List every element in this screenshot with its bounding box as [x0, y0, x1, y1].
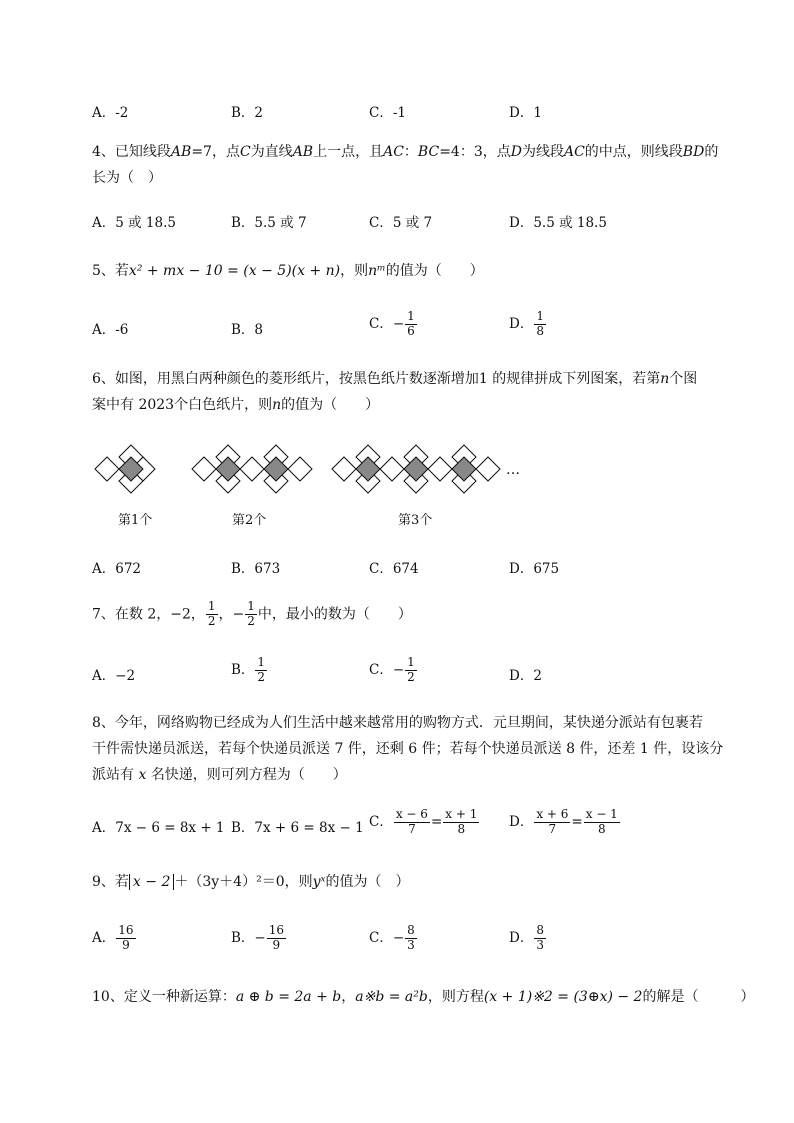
q4-stem-line2: 长为（ ） — [92, 170, 162, 186]
q10-op1: a ⊕ b = 2a + b — [235, 989, 342, 1005]
q8-stem-line1: 8、今年，网络购物已经成为人们生活中越来越常用的购物方式．元旦期间，某快递分派站有包裹若 — [92, 715, 703, 731]
q10-equation: (x + 1)※2 = (3⊕x) − 2 — [483, 989, 643, 1005]
figure-label-3: 第3个 — [398, 513, 433, 528]
q7-option-a: A．−2 — [92, 668, 136, 684]
q4-option-c: C．5 或 7 — [369, 215, 433, 231]
figure-ellipsis: … — [506, 462, 520, 478]
rhombus-pattern-figure — [90, 436, 530, 502]
q8-option-b: B．7x + 6 = 8x − 1 — [231, 820, 364, 836]
q5-stem: 5、若x² + mx − 10 = (x − 5)(x + n)，则nᵐ的值为（ ） — [92, 263, 484, 279]
q9-option-a: A． $\frac{16}{9}$ — [92, 923, 134, 952]
q5-power: nᵐ — [368, 263, 386, 279]
q4-option-a: A．5 或 18.5 — [92, 215, 176, 231]
q10-stem: 10、定义一种新运算：a ⊕ b = 2a + b，a※b = a²b，则方程(x + 1)※2 = (3⊕x) − 2的解是（ ） — [92, 989, 755, 1005]
q5-equation: x² + mx − 10 = (x − 5)(x + n) — [128, 263, 341, 279]
q7-option-b: B． $\frac{1}{2}$ — [231, 655, 266, 684]
figure-label-2: 第2个 — [232, 513, 267, 528]
q5-option-a: A．-6 — [92, 322, 129, 338]
q8-option-c: C． $\frac{x - 6}{7}$ = $\frac{x + 1}{8}$ — [369, 807, 478, 836]
q6-option-b: B．673 — [231, 561, 281, 577]
absolute-value: x − 2 — [129, 874, 174, 890]
q7-stem: 7、在数 2，−2， $\frac{1}{2}$ ，− $\frac{1}{2}$ 中，最小的数为（ ） — [92, 599, 412, 628]
q8-stem-line2: 干件需快递员派送，若每个快递员派送 7 件，还剩 6 件；若每个快递员派送 8 件，还差 1 件，设该分 — [92, 741, 724, 757]
q7-option-d: D．2 — [509, 668, 542, 684]
q4-stem: 4、已知线段AB=7，点C为直线AB上一点，且AC：BC=4：3，点D为线段AC的中点，则线段BD的 — [92, 144, 719, 160]
q6-option-a: A．672 — [92, 561, 142, 577]
q6-stem: 6、如图，用黑白两种颜色的菱形纸片，按黑色纸片数逐渐增加1 的规律拼成下列图案，若第n个图 — [92, 371, 698, 387]
q8-option-d: D． $\frac{x + 6}{7}$ = $\frac{x - 1}{8}$ — [509, 807, 618, 836]
q9-option-b: B．− $\frac{16}{9}$ — [231, 923, 285, 952]
q3-option-c: C．-1 — [369, 105, 406, 121]
q9-stem: 9、若 x − 2 ＋（3y＋4）²＝0，则yˣ的值为（ ） — [92, 874, 410, 890]
q5-option-d: D． $\frac{1}{8}$ — [509, 309, 544, 338]
q9-option-c: C．− $\frac{8}{3}$ — [369, 923, 415, 952]
q10-op2: a※b = a²b — [355, 989, 428, 1005]
q5-option-c: C．− $\frac{1}{6}$ — [369, 309, 415, 338]
q8-stem-line3: 派站有 x 名快递，则可列方程为（ ） — [92, 767, 347, 783]
q8-option-a: A．7x − 6 = 8x + 1 — [92, 820, 225, 836]
q6-option-d: D．675 — [509, 561, 560, 577]
q5-option-b: B．8 — [231, 322, 264, 338]
q3-option-a: A．-2 — [92, 105, 129, 121]
q7-option-c: C．− $\frac{1}{2}$ — [369, 655, 415, 684]
q3-option-d: D．1 — [509, 105, 542, 121]
figure-label-1: 第1个 — [118, 513, 153, 528]
q6-option-c: C．674 — [369, 561, 419, 577]
q6-stem-line2: 案中有 2023个白色纸片，则n的值为（ ） — [92, 397, 380, 413]
q4-option-b: B．5.5 或 7 — [231, 215, 307, 231]
q3-option-b: B．2 — [231, 105, 264, 121]
q9-option-d: D． $\frac{8}{3}$ — [509, 923, 544, 952]
q4-option-d: D．5.5 或 18.5 — [509, 215, 607, 231]
